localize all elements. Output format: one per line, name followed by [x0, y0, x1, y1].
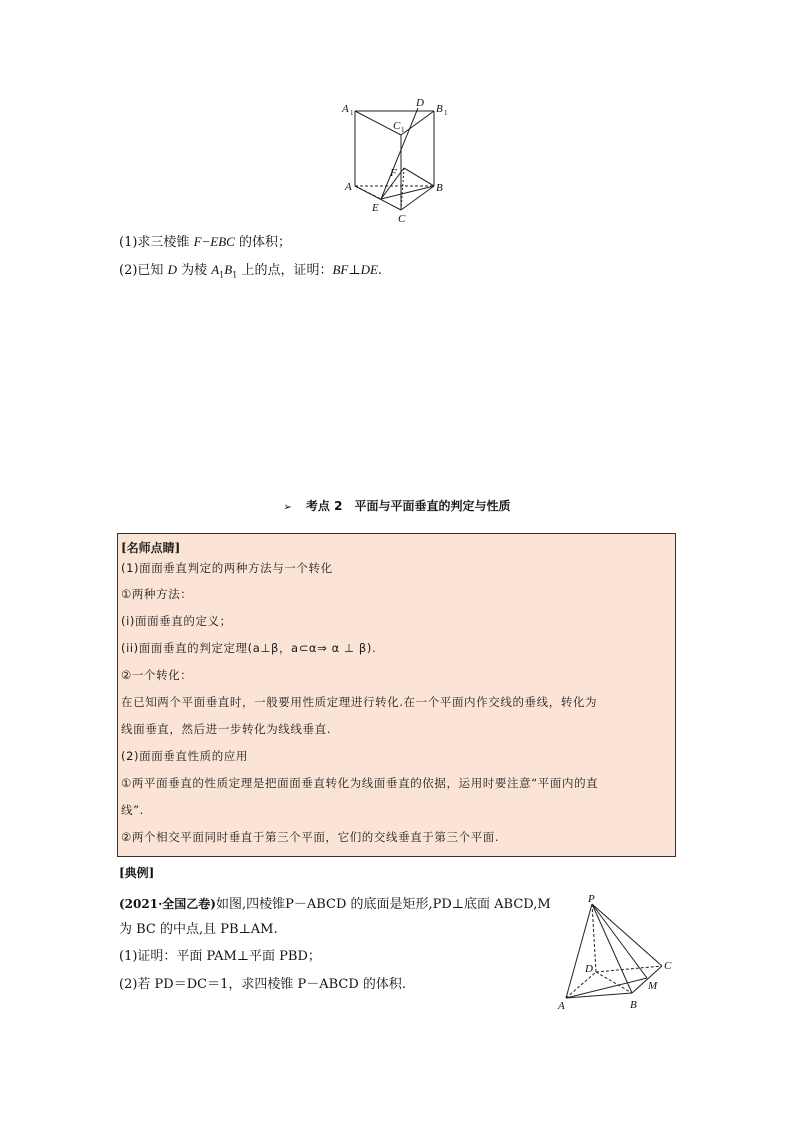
tips-row: 在已知两个平面垂直时，一般要用性质定理进行转化.在一个平面内作交线的垂线，转化为: [121, 695, 598, 709]
tips-row: (1)面面垂直判定的两种方法与一个转化: [121, 561, 333, 575]
tips-row: 线面垂直，然后进一步转化为线线垂直.: [121, 722, 331, 736]
label-c: C: [398, 213, 406, 225]
label-a1: A: [342, 103, 349, 115]
example-line-2: 为 BC 的中点,且 PB⊥AM.: [119, 922, 278, 937]
label-e: E: [372, 202, 379, 214]
label-f: F: [390, 167, 397, 179]
label-d: D: [416, 97, 424, 109]
tips-row: (i)面面垂直的定义；: [121, 614, 232, 628]
label-c2: C: [664, 960, 672, 972]
prism-figure: [338, 94, 458, 226]
tips-row: (ii)面面垂直的判定定理(a⊥β，a⊂α⇒ α ⊥ β).: [121, 641, 377, 655]
label-d2: D: [585, 963, 593, 975]
example-line-1: (2021·全国乙卷)如图,四棱锥P－ABCD 的底面是矩形,PD⊥底面 ABCD,M: [119, 897, 551, 912]
tips-row: ①两平面垂直的性质定理是把面面垂直转化为线面垂直的依据，运用时要注意“平面内的直: [121, 776, 599, 790]
question-part-2: (2)已知 D 为棱 $A_1B_1$ 上的点，证明：BF⊥DE.: [119, 262, 383, 280]
tips-row: 线”.: [121, 803, 144, 817]
tips-row: ②一个转化：: [121, 668, 193, 682]
example-part-1: (1)证明：平面 PAM⊥平面 PBD；: [119, 949, 321, 964]
label-b1: B: [436, 103, 443, 115]
example-part-2: (2)若 PD＝DC＝1，求四棱锥 P－ABCD 的体积.: [119, 977, 407, 992]
label-b: B: [436, 182, 443, 194]
arrow-icon: ➢: [283, 502, 292, 513]
pyramid-figure: [552, 890, 682, 1014]
svg-text:1: 1: [444, 109, 448, 117]
label-b2: B: [630, 999, 637, 1011]
label-p: P: [588, 893, 595, 905]
tips-row: (2)面面垂直性质的应用: [121, 749, 248, 763]
label-m: M: [648, 980, 658, 992]
label-c1: C: [393, 120, 401, 132]
example-source: (2021·全国乙卷): [119, 897, 216, 911]
svg-text:1: 1: [350, 109, 354, 117]
section-title: 考点 2 平面与平面垂直的判定与性质: [305, 499, 511, 513]
label-a: A: [345, 181, 352, 193]
section-heading: [0, 497, 794, 514]
tips-row: ①两种方法：: [121, 587, 193, 601]
teacher-tips-box: [117, 533, 676, 857]
svg-text:1: 1: [401, 126, 405, 134]
question-part-1: (1)求三棱锥 F−EBC 的体积；: [119, 234, 291, 250]
tips-row: ②两个相交平面同时垂直于第三个平面，它们的交线垂直于第三个平面.: [121, 830, 500, 844]
tips-title: [名师点睛]: [121, 541, 181, 555]
label-a2: A: [558, 1000, 565, 1012]
example-label: [典例]: [119, 866, 155, 880]
